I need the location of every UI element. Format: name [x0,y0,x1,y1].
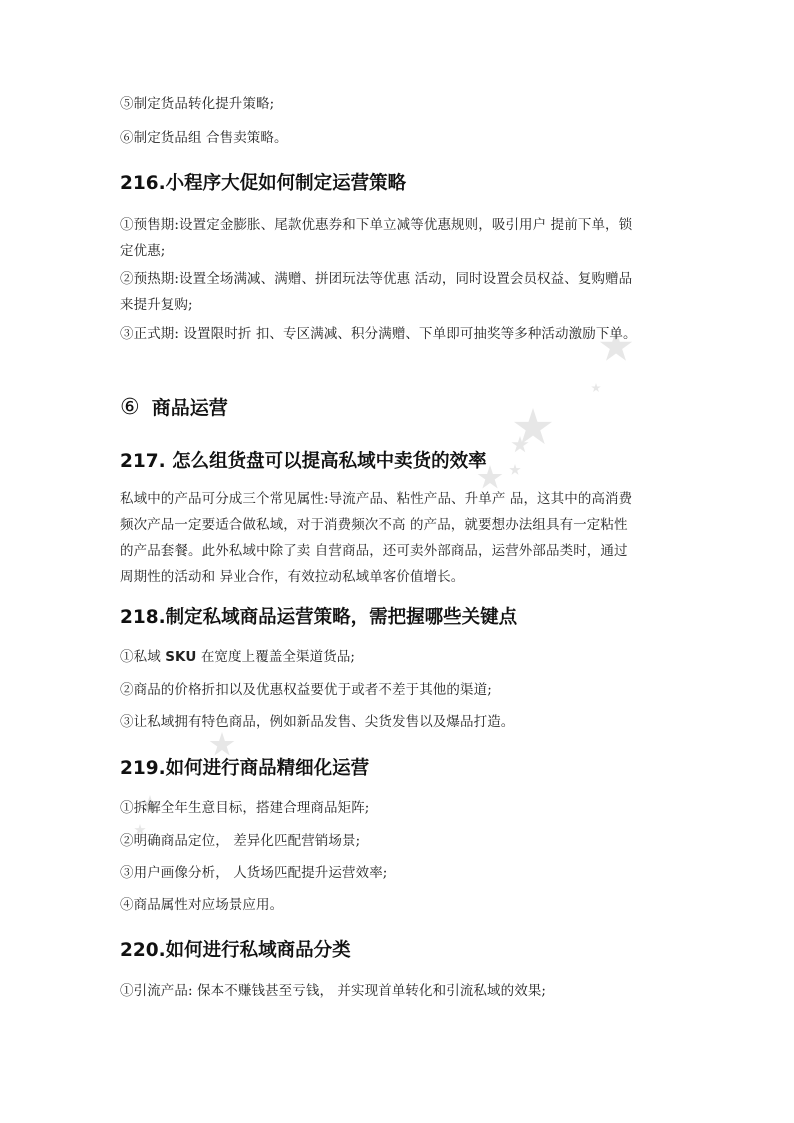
list-item: ③让私域拥有特色商品，例如新品发售、尖货发售以及爆品打造。 [120,714,515,730]
list-item: ①引流产品: 保本不赚钱甚至亏钱， 并实现首单转化和引流私域的效果; [120,983,547,999]
list-item: ③用户画像分析， 人货场匹配提升运营效率; [120,865,388,881]
list-item [120,644,640,670]
heading-218: 218.制定私域商品运营策略，需把握哪些关键点 [120,607,518,628]
section-title [120,394,680,422]
list-item: ④商品属性对应场景应用。 [120,897,284,913]
list-item: ①拆解全年生意目标，搭建合理商品矩阵; [120,800,370,816]
list-item-text: 在宽度上覆盖全渠道货品; [196,649,356,665]
list-item: ⑤制定货品转化提升策略; [120,96,275,112]
section-title-text: 商品运营 [151,397,228,419]
list-item-prefix: ①私域 [120,649,166,665]
heading-217: 217. 怎么组货盘可以提高私域中卖货的效率 [120,451,487,472]
paragraph: 私域中的产品可分成三个常见属性:导流产品、粘性产品、升单产 品，这其中的高消费频次产品一定要适合做私域，对于消费频次不高 的产品，就要想办法组具有一定粘性的产品套餐。此外私域中除了卖 自营商品，还可卖外部商品，运营外部品类时，通过周期性的活动和 异业合作，有效拉动私域单客价值增长。 [120,491,633,585]
list-item: ③正式期: 设置限时折 扣、专区满减、积分满赠、下单即可抽奖等多种活动激励下单。 [120,326,637,342]
list-item: ②商品的价格折扣以及优惠权益要优于或者不差于其他的渠道; [120,682,492,698]
heading-220: 220.如何进行私域商品分类 [120,940,351,961]
list-item: ⑥制定货品组 合售卖策略。 [120,130,288,146]
list-item: ②明确商品定位， 差异化匹配营销场景; [120,833,361,849]
sku-label: SKU [165,649,197,665]
list-item: ②预热期:设置全场满减、满赠、拼团玩法等优惠 活动，同时设置会员权益、复购赠品来提升复购; [120,271,633,313]
heading-219: 219.如何进行商品精细化运营 [120,758,370,779]
section-number: ⑥ [120,395,140,420]
heading-216: 216.小程序大促如何制定运营策略 [120,173,407,194]
list-item: ①预售期:设置定金膨胀、尾款优惠券和下单立减等优惠规则，吸引用户 提前下单，锁定优惠; [120,217,633,259]
